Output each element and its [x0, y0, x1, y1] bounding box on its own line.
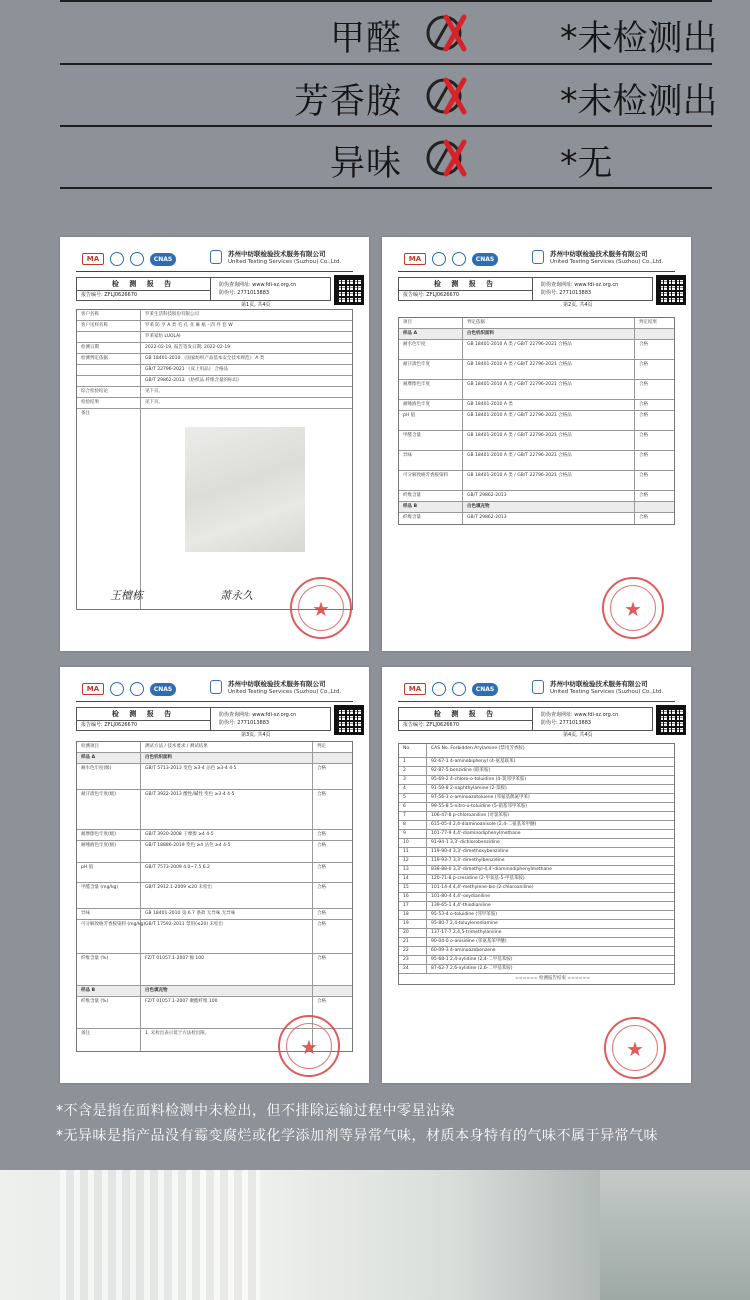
header-divider: [76, 271, 353, 272]
table-row: 纤维含量 (%) FZ/T 01057.1-2007 聚酯纤维 100 合格: [77, 997, 352, 1029]
report-page-3: [60, 667, 369, 1083]
company-logo-icon: [532, 250, 544, 264]
globe-logo-icon: [130, 682, 144, 696]
company-name-en: United Testing Services (Suzhou) Co.,Ltd.: [228, 689, 342, 695]
table-row: 22 60-09-3 4-aminoazobenzene: [399, 947, 674, 956]
ma-logo: MA: [82, 683, 104, 695]
divider: [60, 187, 712, 189]
table-row: 11 119-90-4 3,3'-dimethoxybenzidine: [399, 848, 674, 857]
table-row: 样品 A 白色机织面料: [399, 329, 674, 340]
divider: [60, 63, 712, 65]
table-row: 罗莱家纺 LUOLAI: [77, 332, 352, 343]
table-row: 20 137-17-7 2,4,5-trimethylaniline: [399, 929, 674, 938]
claim-result: *未检测出: [560, 82, 718, 122]
ilac-logo-icon: [110, 682, 124, 696]
report-page-2: [382, 237, 691, 651]
company-logo-icon: [532, 680, 544, 694]
table-row: 耐水色牢度 GB 18401-2010 A 类 / GB/T 22796-2021 合格品 合格: [399, 340, 674, 360]
verify-code: 防伪号: 2771013883: [541, 720, 592, 726]
table-row: pH 值 GB/T 7573-2009 4.0~7.5 6.2 合格: [77, 863, 352, 883]
qr-code-icon: [656, 705, 686, 735]
ma-logo: MA: [404, 253, 426, 265]
arylamine-table: [398, 743, 675, 985]
qr-code-icon: [656, 275, 686, 305]
table-row: 18 95-53-4 o-toluidine (邻甲苯胺): [399, 911, 674, 920]
table-row: 客户名称 罗莱生活科技股份有限公司: [77, 310, 352, 321]
table-row: 10 91-94-1 3,3'-dichlorobenzidine: [399, 839, 674, 848]
divider: [60, 125, 712, 127]
table-row: 12 119-93-7 3,3'-dimethylbenzidine: [399, 857, 674, 866]
table-row: 客户送样名称 罗莱 防 亨 A 类 毛 孔 亚 麻 纸 - 四 件 套 W: [77, 321, 352, 332]
table-row: 23 95-68-1 2,4-xylidine (2,4-二甲基苯胺): [399, 956, 674, 965]
table-row: No. CAS No. Forbidden Arylamine (禁用芳香胺): [399, 744, 674, 758]
report-title: 检 测 报 告: [76, 277, 211, 291]
curtain: [60, 1170, 260, 1300]
official-seal: [278, 1015, 340, 1077]
company-name-cn: 苏州中纺联检验技术服务有限公司: [550, 680, 648, 688]
table-row: 15 101-14-4 4,4'-methylene-bis-(2-chloroaniline): [399, 884, 674, 893]
table-row: 2 92-87-5 benzidine (联苯胺): [399, 767, 674, 776]
report-page-4: [382, 667, 691, 1083]
table-row: pH 值 GB 18401-2010 A 类 / GB/T 22796-2021 合格品 合格: [399, 411, 674, 431]
claim-label: 芳香胺: [293, 82, 402, 122]
table-row: GB/T 29862-2013 《纺织品 纤维含量的标识》: [77, 376, 352, 387]
table-row: 耐摩擦色牢度(级) GB/T 3920-2008 干摩擦 ≥4 4-5 合格: [77, 830, 352, 841]
report-number: 报告编号: ZFLJ0626670: [76, 721, 211, 731]
verify-url: 防伪查询网址: www.fdi-sz.org.cn: [219, 712, 297, 718]
table-row: 可分解致癌芳香胺染料 GB 18401-2010 A 类 / GB/T 22796-2021 合格品 合格: [399, 471, 674, 491]
table-row: 21 90-04-0 o-anisidine (邻氨基苯甲醚): [399, 938, 674, 947]
star-icon: ★: [624, 597, 642, 621]
table-row: 14 120-71-8 p-cresidine (2-甲氧基-5-甲基苯胺): [399, 875, 674, 884]
qr-code-icon: [334, 705, 364, 735]
official-seal: [290, 577, 352, 639]
bedroom-photo: [0, 1170, 750, 1300]
claim-row-formaldehyde: [0, 3, 750, 65]
claim-result: *未检测出: [560, 19, 718, 59]
signature-tester: 王檀栋: [110, 589, 143, 602]
official-seal: [604, 1017, 666, 1079]
report-number: 报告编号: ZFLJ0626670: [398, 721, 533, 731]
table-row: 16 101-80-4 4,4'-oxydianiline: [399, 893, 674, 902]
table-row: 检验结果 见下页。: [77, 398, 352, 409]
verify-info: [533, 277, 653, 301]
verify-url: 防伪查询网址: www.fdi-sz.org.cn: [541, 712, 619, 718]
cert-logos: [404, 251, 498, 267]
header-divider: [76, 701, 353, 702]
star-icon: ★: [626, 1037, 644, 1061]
star-icon: ★: [312, 597, 330, 621]
cnas-logo: CNAS: [150, 253, 176, 266]
table-row: 19 95-80-7 2,4-toluylenediamine: [399, 920, 674, 929]
table-row: 甲醛含量 GB 18401-2010 A 类 / GB/T 22796-2021 合格品 合格: [399, 431, 674, 451]
claim-label: 甲醛: [329, 19, 402, 59]
company-name-en: United Testing Services (Suzhou) Co.,Ltd.: [550, 689, 664, 695]
ma-logo: MA: [82, 253, 104, 265]
report-number: 报告编号: ZFLJ0626670: [76, 291, 211, 301]
globe-logo-icon: [452, 252, 466, 266]
report-title: 检 测 报 告: [76, 707, 211, 721]
page-number: 第1页, 共4页: [241, 302, 271, 308]
report-title: 检 测 报 告: [398, 707, 533, 721]
ilac-logo-icon: [432, 252, 446, 266]
claim-result: *无: [560, 144, 613, 184]
claim-row-odor: [0, 128, 750, 190]
official-seal: [602, 577, 664, 639]
cross-circle-icon: [420, 134, 468, 182]
company-name-en: United Testing Services (Suzhou) Co.,Ltd.: [550, 259, 664, 265]
table-row: 13 838-88-0 3,3'-dimethyl-4,4'-diaminodiphenylmethane: [399, 866, 674, 875]
report-page-1: [60, 237, 369, 651]
ilac-logo-icon: [110, 252, 124, 266]
table-row: 备注: [77, 409, 352, 609]
footnote-not-detected: *不含是指在面料检测中未检出，但不排除运输过程中零星沾染: [56, 1103, 455, 1119]
verify-url: 防伪查询网址: www.fdi-sz.org.cn: [541, 282, 619, 288]
ilac-logo-icon: [432, 682, 446, 696]
table-row: 检测判定依据 GB 18401-2010 《国家纺织产品基本安全技术规范》 A 类: [77, 354, 352, 365]
table-row: 样品 B 白色填充物: [77, 986, 352, 997]
cross-circle-icon: [420, 72, 468, 120]
table-row: 17 139-65-1 4,4'-thiodianiline: [399, 902, 674, 911]
table-row: 4 91-59-8 2-naphthylamine (2-萘胺): [399, 785, 674, 794]
table-row: 异味 GB 18401-2010 第 6.7 条款 无异味 无异味 合格: [77, 909, 352, 920]
verify-info: [533, 707, 653, 731]
divider: [60, 0, 712, 2]
cnas-logo: CNAS: [472, 683, 498, 696]
table-row: 纤维含量 GB/T 29862-2013 合格: [399, 491, 674, 502]
report-title: 检 测 报 告: [398, 277, 533, 291]
report-number: 报告编号: ZFLJ0626670: [398, 291, 533, 301]
table-row: 异味 GB 18401-2010 A 类 / GB/T 22796-2021 合格品 合格: [399, 451, 674, 471]
conclusion-table: [398, 317, 675, 525]
verify-info: [211, 707, 331, 731]
table-row: 耐唾液色牢度(级) GB/T 18886-2019 变色 ≥4 沾色 ≥4 4-5 合格: [77, 841, 352, 863]
table-row: GB/T 22796-2021 《床上用品》 合格品: [77, 365, 352, 376]
table-row: 1 92-67-1 4-aminobiphenyl (4-氨基联苯): [399, 758, 674, 767]
verify-info: [211, 277, 331, 301]
star-icon: ★: [300, 1035, 318, 1059]
table-row: 6 99-55-8 5-nitro-o-toluidine (5-硝基邻甲苯胺): [399, 803, 674, 812]
table-row: 耐水色牢度(级) GB/T 5713-2013 变色 ≥3-4 沾色 ≥3-4 4-5 合格: [77, 764, 352, 790]
table-row: 耐汗渍色牢度(级) GB/T 3922-2013 酸性/碱性 变色 ≥3-4 4-5 合格: [77, 790, 352, 830]
company-logo-icon: [210, 250, 222, 264]
page-number: 第4页, 共4页: [563, 732, 593, 738]
table-row: 可分解致癌芳香胺染料 (mg/kg) GB/T 17592-2011 禁用(≤20) 未检出 合格: [77, 920, 352, 954]
table-row: 耐摩擦色牢度 GB 18401-2010 A 类 / GB/T 22796-2021 合格品 合格: [399, 380, 674, 400]
qr-code-icon: [334, 275, 364, 305]
cert-logos: [82, 251, 176, 267]
table-row: 9 101-77-9 4,4'-diaminodiphenylmethane: [399, 830, 674, 839]
table-row: 5 97-56-3 o-aminoazotoluene (邻氨基偶氮甲苯): [399, 794, 674, 803]
globe-logo-icon: [452, 682, 466, 696]
table-row: 备注 1. 未检出表示低于方法检出限。: [77, 1029, 352, 1051]
verify-code: 防伪号: 2771013883: [219, 290, 270, 296]
header-divider: [398, 701, 675, 702]
company-name-cn: 苏州中纺联检验技术服务有限公司: [228, 250, 326, 258]
table-row: 24 87-62-7 2,6-xylidine (2,6-二甲基苯胺): [399, 965, 674, 974]
table-row: 甲醛含量 (mg/kg) GB/T 2912.1-2009 ≤20 未检出 合格: [77, 883, 352, 909]
table-row: 检测日期 2022-02-19, 报告签发日期: 2022-02-19: [77, 343, 352, 354]
claim-row-aromatic-amine: [0, 66, 750, 128]
table-row: 纤维含量 GB/T 29862-2013 合格: [399, 513, 674, 524]
page-number: 第2页, 共4页: [563, 302, 593, 308]
ma-logo: MA: [404, 683, 426, 695]
cert-logos: [82, 681, 176, 697]
table-row: 综合检验结论 见下页。: [77, 387, 352, 398]
table-row: 检测项目 测试方法 / 技术要求 / 测试结果 判定: [77, 742, 352, 753]
claim-label: 异味: [329, 144, 402, 184]
table-row: 7 106-47-8 p-chloroaniline (对氯苯胺): [399, 812, 674, 821]
table-row: 样品 B 白色填充物: [399, 502, 674, 513]
globe-logo-icon: [130, 252, 144, 266]
verify-code: 防伪号: 2771013883: [219, 720, 270, 726]
table-row: 样品 A 白色机织面料: [77, 753, 352, 764]
company-name-cn: 苏州中纺联检验技术服务有限公司: [228, 680, 326, 688]
verify-code: 防伪号: 2771013883: [541, 290, 592, 296]
verify-url: 防伪查询网址: www.fdi-sz.org.cn: [219, 282, 297, 288]
table-row: 3 95-69-2 4-chloro-o-toluidine (4-氯邻甲苯胺): [399, 776, 674, 785]
company-name-en: United Testing Services (Suzhou) Co.,Ltd.: [228, 259, 342, 265]
test-claims-panel: [0, 0, 750, 205]
signature-approver: 萧永久: [220, 589, 253, 602]
cnas-logo: CNAS: [150, 683, 176, 696]
table-row: 项目 判定依据 判定结果: [399, 318, 674, 329]
cnas-logo: CNAS: [472, 253, 498, 266]
table-row: 纤维含量 (%) FZ/T 01057.1-2007 棉 100 合格: [77, 954, 352, 986]
company-logo-icon: [210, 680, 222, 694]
wall: [600, 1170, 750, 1300]
cert-logos: [404, 681, 498, 697]
header-divider: [398, 271, 675, 272]
results-table: [76, 741, 353, 1052]
table-row: 耐唾液色牢度 GB 18401-2010 A 类 合格: [399, 400, 674, 411]
footnote-no-odor: *无异味是指产品没有霉变腐烂或化学添加剂等异常气味，材质本身特有的气味不属于异常气味: [56, 1128, 658, 1144]
sample-fabric-photo: [185, 427, 305, 552]
page-number: 第3页, 共4页: [241, 732, 271, 738]
table-row: 耐汗渍色牢度 GB 18401-2010 A 类 / GB/T 22796-2021 合格品 合格: [399, 360, 674, 380]
cross-circle-icon: [420, 9, 468, 57]
table-row: 8 615-05-4 2,4-diaminoanisole (2,4-二氨基苯甲醚): [399, 821, 674, 830]
report-end-row: ====== 检测报告结束 ======: [514, 976, 591, 981]
company-name-cn: 苏州中纺联检验技术服务有限公司: [550, 250, 648, 258]
